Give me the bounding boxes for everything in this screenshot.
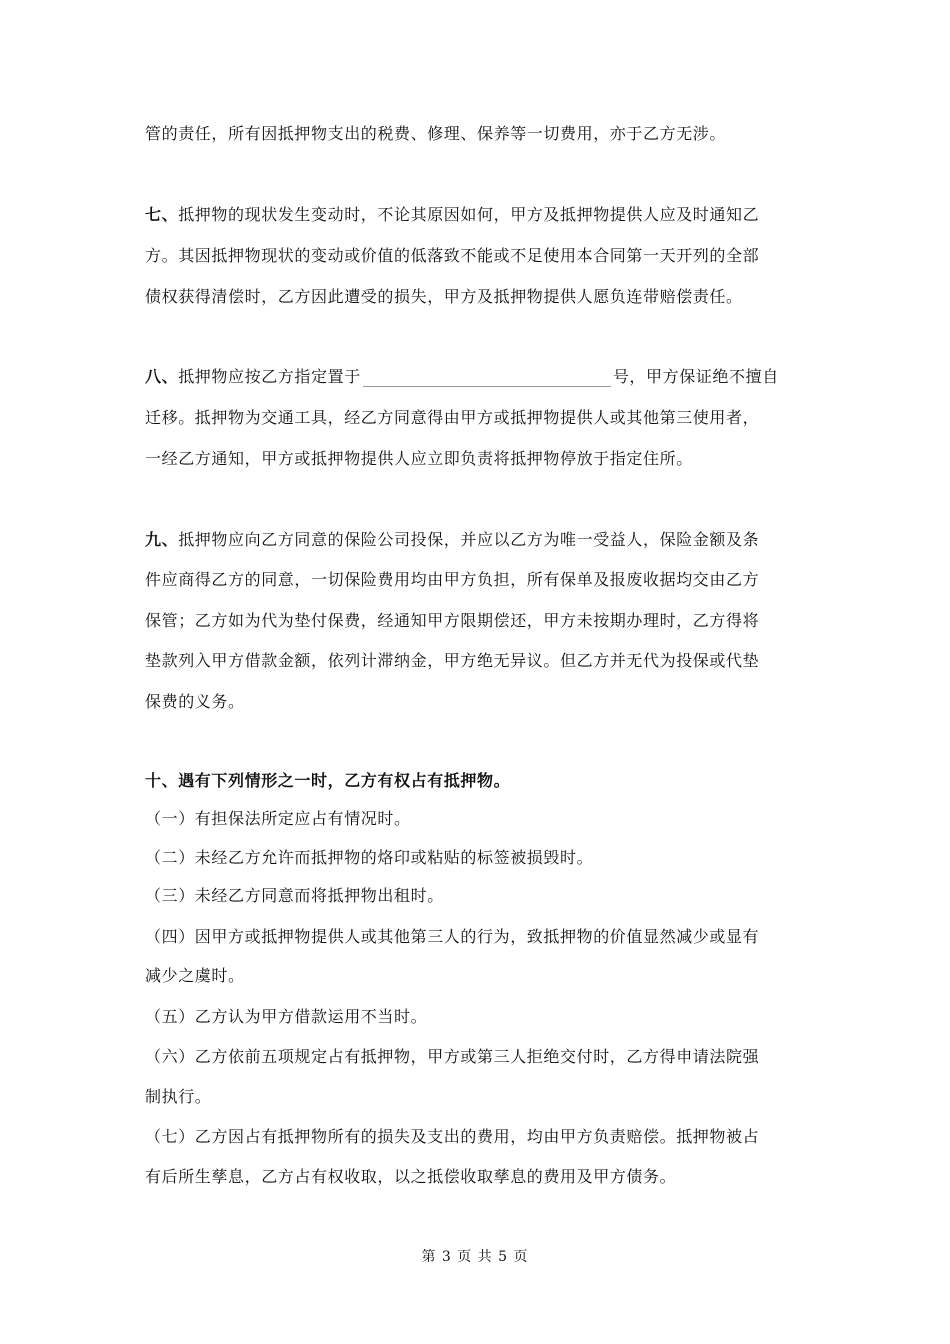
paragraph-7-line-3: 债权获得清偿时，乙方因此遭受的损失，甲方及抵押物提供人愿负连带赔偿责任。 [145, 287, 743, 306]
paragraph-8-line-3: 一经乙方通知，甲方或抵押物提供人应立即负责将抵押物停放于指定住所。 [145, 449, 693, 468]
paragraph-8-line-1 [145, 367, 779, 387]
page-number-footer: 第 3 页 共 5 页 [421, 1249, 529, 1265]
paragraph-7-line-1 [145, 205, 759, 225]
clause-number-7: 七、 [145, 205, 179, 224]
paragraph-6-continuation: 管的责任，所有因抵押物支出的税费、修理、保养等一切费用，亦于乙方无涉。 [145, 124, 727, 143]
list-item-4-line-2: 减少之虞时。 [145, 966, 245, 985]
list-item-7-line-1: （七）乙方因占有抵押物所有的损失及支出的费用，均由甲方负责赔偿。抵押物被占 [145, 1127, 760, 1146]
paragraph-9-text-1: 抵押物应向乙方同意的保险公司投保，并应以乙方为唯一受益人，保险金额及条 [178, 530, 760, 549]
list-item-7-line-2: 有后所生孳息，乙方占有权收取，以之抵偿收取孳息的费用及甲方债务。 [145, 1167, 677, 1186]
clause-number-8: 八、 [145, 367, 179, 386]
clause-number-9: 九、 [145, 530, 179, 549]
paragraph-8-text-1b: 号，甲方保证绝不擅自 [612, 367, 779, 386]
list-item-6-line-1: （六）乙方依前五项规定占有抵押物，甲方或第三人拒绝交付时，乙方得申请法院强 [145, 1047, 760, 1066]
paragraph-9-line-2: 件应商得乙方的同意，一切保险费用均由甲方负担，所有保单及报废收据均交由乙方 [145, 570, 760, 589]
paragraph-9-line-1 [145, 530, 759, 550]
list-item-6-line-2: 制执行。 [145, 1087, 212, 1106]
paragraph-9-line-3: 保管；乙方如为代为垫付保费，经通知甲方限期偿还，甲方未按期办理时，乙方得将 [145, 611, 760, 630]
address-blank-field [363, 368, 611, 387]
list-item-4-line-1: （四）因甲方或抵押物提供人或其他第三人的行为，致抵押物的价值显然减少或显有 [145, 927, 760, 946]
list-item-3: （三）未经乙方同意而将抵押物出租时。 [145, 886, 444, 905]
paragraph-8-text-1a: 抵押物应按乙方指定置于 [178, 367, 361, 386]
list-item-2: （二）未经乙方允许而抵押物的烙印或粘贴的标签被损毁时。 [145, 848, 594, 867]
paragraph-9-line-4: 垫款列入甲方借款金额，依列计滞纳金，甲方绝无异议。但乙方并无代为投保或代垫 [145, 651, 760, 670]
paragraph-7-text-1: 抵押物的现状发生变动时，不论其原因如何，甲方及抵押物提供人应及时通知乙 [178, 205, 760, 224]
list-item-1: （一）有担保法所定应占有情况时。 [145, 809, 411, 828]
paragraph-9-line-5: 保费的义务。 [145, 692, 245, 711]
paragraph-8-line-2: 迁移。抵押物为交通工具，经乙方同意得由甲方或抵押物提供人或其他第三使用者， [145, 408, 760, 427]
clause-10-heading: 十、遇有下列情形之一时，乙方有权占有抵押物。 [145, 771, 511, 790]
list-item-5: （五）乙方认为甲方借款运用不当时。 [145, 1007, 428, 1026]
paragraph-7-line-2: 方。其因抵押物现状的变动或价值的低落致不能或不足使用本合同第一天开列的全部 [145, 246, 760, 265]
